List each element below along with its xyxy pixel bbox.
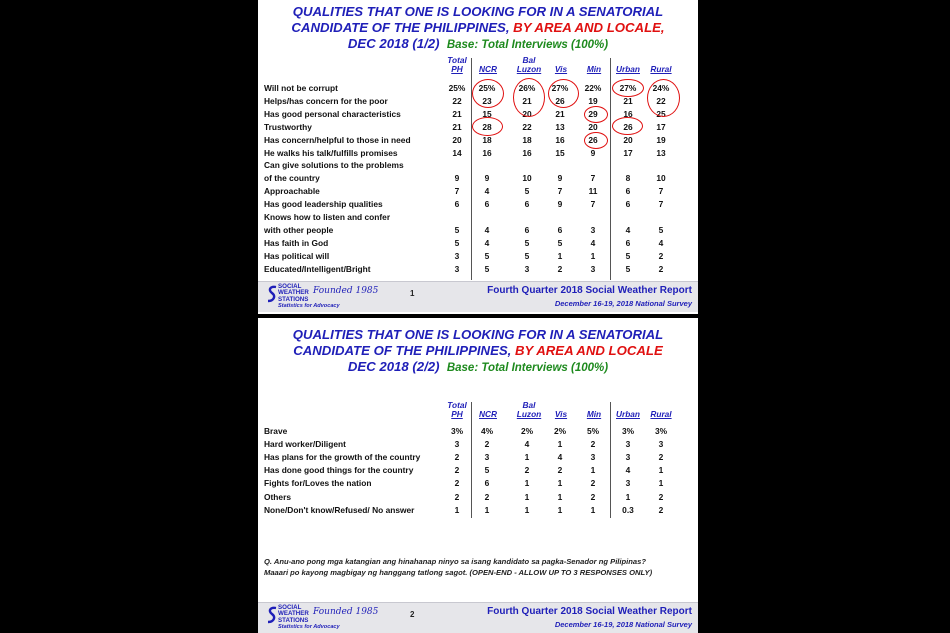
slide-footer [258, 602, 698, 633]
cell-value: 2 [484, 491, 490, 502]
cell-value: 5 [557, 237, 563, 248]
col-header-total: Total PH [447, 400, 467, 419]
report-title: Fourth Quarter 2018 Social Weather Report [487, 285, 692, 296]
cell-value: 2 [454, 465, 460, 476]
row-label: Brave [264, 426, 288, 436]
cell-value: 6 [625, 199, 631, 210]
highlight-circle [584, 106, 608, 123]
cell-value: 3 [454, 263, 460, 274]
col-header-urban: Urban [616, 409, 640, 419]
survey-dates: December 16-19, 2018 National Survey [554, 299, 692, 308]
row-label: Others [264, 491, 291, 502]
cell-value: 5 [625, 250, 631, 261]
cell-value: 2% [520, 426, 534, 436]
logo-tagline: Statistics for Advocacy [278, 303, 340, 309]
cell-value: 7 [590, 173, 596, 184]
cell-value: 22 [452, 95, 462, 106]
row-label: Has good leadership qualities [264, 199, 383, 210]
cell-value: 16 [482, 147, 492, 158]
cell-value: 15 [482, 108, 492, 119]
cell-value: 9 [557, 199, 563, 210]
cell-value: 17 [623, 147, 633, 158]
cell-value: 2 [658, 263, 664, 274]
cell-value: 6 [524, 199, 530, 210]
cell-value: 2 [557, 465, 563, 476]
cell-value: 3 [454, 250, 460, 261]
cell-value: 4 [557, 452, 563, 463]
cell-value: 2 [658, 452, 664, 463]
cell-value: 5 [524, 250, 530, 261]
highlight-circle [612, 79, 644, 97]
cell-value: 4 [625, 465, 631, 476]
table-row [258, 264, 698, 276]
cell-value: 18 [522, 134, 532, 145]
slide-footer [258, 281, 698, 312]
row-label: Approachable [264, 186, 320, 197]
cell-value: 26 [588, 134, 598, 145]
cell-value: 25% [478, 83, 496, 93]
row-label: Can give solutions to the problems [264, 160, 404, 171]
cell-value: 3% [621, 426, 635, 436]
cell-value: 21 [623, 95, 633, 106]
cell-value: 1 [524, 478, 530, 489]
cell-value: 14 [452, 147, 462, 158]
cell-value: 5 [484, 250, 490, 261]
cell-value: 2 [454, 491, 460, 502]
cell-value: 21 [452, 108, 462, 119]
cell-value: 6 [625, 237, 631, 248]
table-row [258, 492, 698, 504]
cell-value: 24% [652, 83, 670, 93]
title-line-2-highlight: BY AREA AND LOCALE [515, 343, 663, 358]
highlight-circle [584, 132, 608, 149]
cell-value: 2 [524, 465, 530, 476]
row-label: Has plans for the growth of the country [264, 452, 421, 463]
cell-value: 6 [454, 199, 460, 210]
cell-value: 3 [658, 439, 664, 450]
cell-value: 25% [448, 83, 466, 93]
cell-value: 3 [484, 452, 490, 463]
cell-value: 7 [590, 199, 596, 210]
cell-value: 1 [625, 491, 631, 502]
cell-value: 19 [588, 95, 598, 106]
cell-value: 7 [658, 199, 664, 210]
table-row [258, 186, 698, 198]
cell-value: 5 [454, 237, 460, 248]
cell-value: 1 [590, 250, 596, 261]
logo-tagline: Statistics for Advocacy [278, 624, 340, 630]
highlight-circle [647, 79, 680, 117]
page-number: 2 [410, 610, 415, 619]
row-label: Fights for/Loves the nation [264, 478, 372, 489]
table-row [258, 148, 698, 160]
cell-value: 21 [522, 95, 532, 106]
cell-value: 5% [586, 426, 600, 436]
base-label: Base: Total Interviews (100%) [446, 362, 609, 374]
cell-value: 6 [484, 199, 490, 210]
cell-value: 15 [555, 147, 565, 158]
title-line-3: DEC 2018 (1/2) [347, 36, 440, 51]
cell-value: 16 [555, 134, 565, 145]
table-row [258, 238, 698, 250]
cell-value: 2 [590, 439, 596, 450]
col-header-ncr: NCR [479, 64, 497, 74]
row-label: He walks his talk/fulfills promises [264, 147, 398, 158]
cell-value: 20 [623, 134, 633, 145]
cell-value: 5 [658, 224, 664, 235]
row-label: Will not be corrupt [264, 83, 338, 93]
cell-value: 2% [553, 426, 567, 436]
cell-value: 2 [590, 478, 596, 489]
cell-value: 2 [557, 263, 563, 274]
col-header-total: Total PH [447, 55, 467, 74]
cell-value: 2 [454, 478, 460, 489]
cell-value: 1 [524, 504, 530, 515]
cell-value: 20 [588, 121, 598, 132]
cell-value: 27% [619, 83, 637, 93]
cell-value: 5 [484, 263, 490, 274]
cell-value: 0.3 [622, 504, 634, 515]
title-line-1: QUALITIES THAT ONE IS LOOKING FOR IN A SENATORIAL [292, 4, 664, 19]
title-line-2-highlight: BY AREA AND LOCALE, [513, 20, 665, 35]
cell-value: 9 [454, 173, 460, 184]
table-row [258, 173, 698, 185]
cell-value: 1 [524, 452, 530, 463]
col-header-vis: Vis [554, 409, 568, 419]
cell-value: 1 [590, 465, 596, 476]
cell-value: 3 [625, 439, 631, 450]
row-label: Has concern/helpful to those in need [264, 134, 411, 145]
cell-value: 26 [555, 95, 565, 106]
cell-value: 2 [484, 439, 490, 450]
cell-value: 26% [518, 83, 536, 93]
cell-value: 2 [658, 491, 664, 502]
cell-value: 4 [590, 237, 596, 248]
row-label: Has faith in God [264, 237, 329, 248]
cell-value: 19 [656, 134, 666, 145]
row-label: with other people [264, 224, 334, 235]
title-line-2: CANDIDATE OF THE PHILIPPINES, [293, 343, 515, 358]
row-label: Has good personal characteristics [264, 108, 401, 119]
cell-value: 1 [524, 491, 530, 502]
cell-value: 26 [623, 121, 633, 132]
cell-value: 28 [482, 121, 492, 132]
title-line-2: CANDIDATE OF THE PHILIPPINES, [291, 20, 514, 35]
cell-value: 1 [557, 504, 563, 515]
cell-value: 2 [658, 250, 664, 261]
question-note: Q. Anu-ano pong mga katangian ang hinahanap ninyo sa isang kandidato sa pagka-Senador ng Pilipinas? Maaari po kayong magbigay ng hanggang tatlong sagot. (OPEN-END - ALLOW UP TO 3 RESPONSES ONLY) [264, 557, 653, 577]
col-header-min: Min [586, 409, 602, 419]
cell-value: 22 [522, 121, 532, 132]
cell-value: 21 [555, 108, 565, 119]
col-header-bal-luzon: Bal Luzon [516, 55, 542, 74]
cell-value: 10 [656, 173, 666, 184]
cell-value: 13 [555, 121, 565, 132]
cell-value: 22 [656, 95, 666, 106]
cell-value: 3 [454, 439, 460, 450]
cell-value: 1 [590, 504, 596, 515]
table-row [258, 439, 698, 451]
cell-value: 5 [625, 263, 631, 274]
cell-value: 4 [625, 224, 631, 235]
cell-value: 3% [450, 426, 464, 436]
cell-value: 1 [557, 250, 563, 261]
row-label: None/Don't know/Refused/ No answer [264, 504, 415, 515]
cell-value: 9 [484, 173, 490, 184]
cell-value: 4 [658, 237, 664, 248]
cell-value: 16 [623, 108, 633, 119]
table-row [258, 251, 698, 263]
cell-value: 4 [524, 439, 530, 450]
slide-1 [258, 0, 698, 314]
table-row [258, 199, 698, 211]
cell-value: 23 [482, 95, 492, 106]
cell-value: 6 [484, 478, 490, 489]
cell-value: 5 [454, 224, 460, 235]
row-label: Hard worker/Diligent [264, 439, 346, 450]
cell-value: 20 [452, 134, 462, 145]
col-header-min: Min [586, 64, 602, 74]
title-line-3: DEC 2018 (2/2) [347, 359, 440, 374]
cell-value: 10 [522, 173, 532, 184]
table-row [258, 452, 698, 464]
table-row [258, 160, 698, 172]
cell-value: 3 [590, 452, 596, 463]
col-header-rural: Rural [650, 409, 672, 419]
cell-value: 5 [524, 186, 530, 197]
page-number: 1 [410, 289, 415, 298]
cell-value: 11 [588, 186, 598, 197]
cell-value: 18 [482, 134, 492, 145]
cell-value: 6 [557, 224, 563, 235]
row-label: Helps/has concern for the poor [264, 95, 388, 106]
cell-value: 6 [625, 186, 631, 197]
cell-value: 13 [656, 147, 666, 158]
col-header-vis: Vis [554, 64, 568, 74]
highlight-circle [472, 117, 503, 136]
cell-value: 7 [454, 186, 460, 197]
cell-value: 1 [557, 439, 563, 450]
row-label: Educated/Intelligent/Bright [264, 263, 371, 274]
cell-value: 22% [584, 83, 602, 93]
highlight-circle [513, 78, 545, 117]
cell-value: 5 [484, 465, 490, 476]
cell-value: 1 [658, 465, 664, 476]
cell-value: 2 [590, 491, 596, 502]
logo-founded: Founded 1985 [313, 607, 379, 617]
cell-value: 3% [654, 426, 668, 436]
cell-value: 4% [480, 426, 494, 436]
cell-value: 1 [557, 478, 563, 489]
logo-text: SOCIAL WEATHER STATIONS [278, 283, 309, 303]
cell-value: 25 [656, 108, 666, 119]
col-header-urban: Urban [616, 64, 640, 74]
row-label: Has political will [264, 250, 330, 261]
cell-value: 17 [656, 121, 666, 132]
col-header-bal-luzon: Bal Luzon [516, 400, 542, 419]
logo-text: SOCIAL WEATHER STATIONS [278, 604, 309, 624]
cell-value: 5 [524, 237, 530, 248]
slide-2 [258, 318, 698, 633]
cell-value: 29 [588, 108, 598, 119]
cell-value: 3 [524, 263, 530, 274]
row-label: Knows how to listen and confer [264, 212, 391, 222]
cell-value: 3 [590, 263, 596, 274]
cell-value: 7 [557, 186, 563, 197]
table-row [258, 212, 698, 224]
cell-value: 3 [625, 452, 631, 463]
cell-value: 9 [557, 173, 563, 184]
cell-value: 2 [658, 504, 664, 515]
cell-value: 20 [522, 108, 532, 119]
table-row [258, 505, 698, 517]
sws-logo-icon [266, 606, 278, 624]
cell-value: 1 [557, 491, 563, 502]
cell-value: 16 [522, 147, 532, 158]
cell-value: 4 [484, 186, 490, 197]
cell-value: 1 [484, 504, 490, 515]
cell-value: 8 [625, 173, 631, 184]
row-label: Has done good things for the country [264, 465, 414, 476]
slide-title [258, 4, 698, 53]
cell-value: 21 [452, 121, 462, 132]
cell-value: 3 [625, 478, 631, 489]
title-line-1: QUALITIES THAT ONE IS LOOKING FOR IN A SENATORIAL [292, 327, 664, 342]
table-row [258, 426, 698, 438]
sws-logo-icon [266, 285, 278, 303]
highlight-circle [472, 79, 504, 108]
highlight-circle [612, 117, 643, 135]
slide-title [258, 327, 698, 376]
cell-value: 6 [524, 224, 530, 235]
cell-value: 4 [484, 237, 490, 248]
row-label: of the country [264, 173, 320, 184]
survey-dates: December 16-19, 2018 National Survey [554, 620, 692, 629]
table-row [258, 135, 698, 147]
cell-value: 1 [658, 478, 664, 489]
table-row [258, 465, 698, 477]
cell-value: 27% [551, 83, 569, 93]
base-label: Base: Total Interviews (100%) [446, 39, 609, 51]
col-header-rural: Rural [650, 64, 672, 74]
highlight-circle [548, 79, 579, 108]
cell-value: 1 [454, 504, 460, 515]
col-header-ncr: NCR [479, 409, 497, 419]
cell-value: 2 [454, 452, 460, 463]
row-label: Trustworthy [264, 121, 312, 132]
report-title: Fourth Quarter 2018 Social Weather Report [487, 606, 692, 617]
cell-value: 9 [590, 147, 596, 158]
cell-value: 4 [484, 224, 490, 235]
cell-value: 3 [590, 224, 596, 235]
cell-value: 7 [658, 186, 664, 197]
table-row [258, 478, 698, 490]
logo-founded: Founded 1985 [313, 286, 379, 296]
table-row [258, 225, 698, 237]
